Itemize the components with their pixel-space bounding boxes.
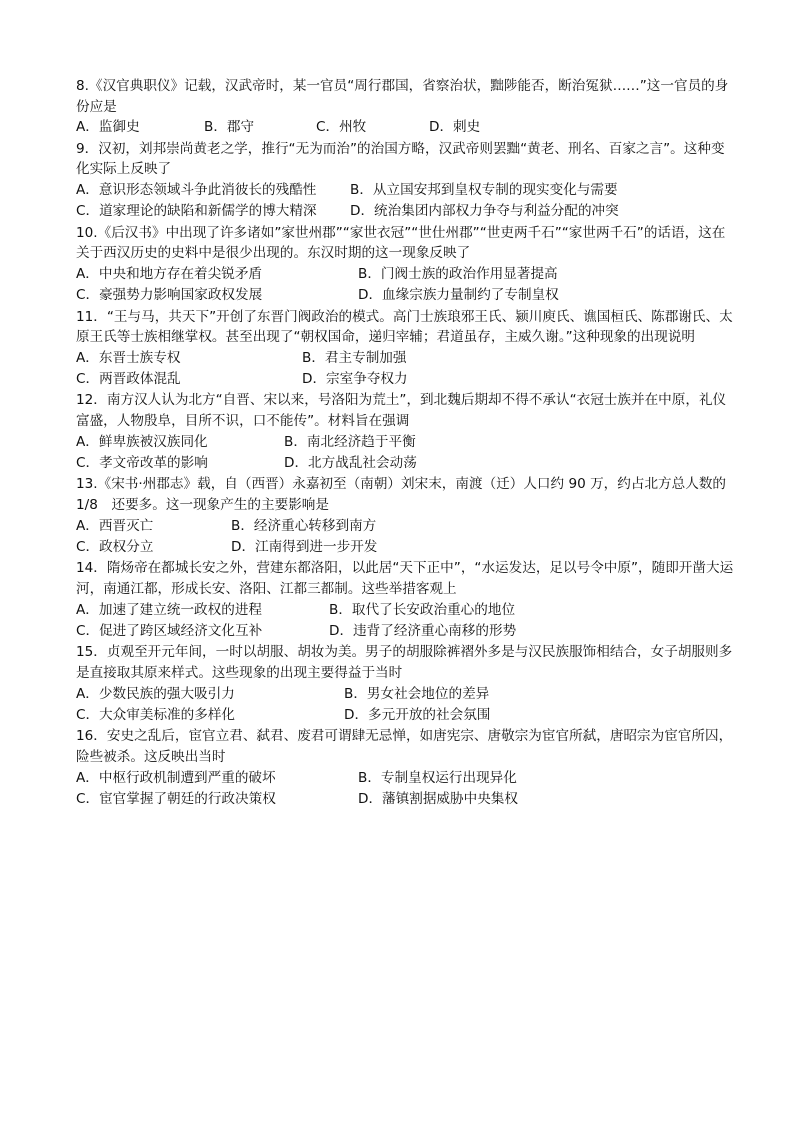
option-b: B．从立国安邦到皇权专制的现实变化与需要 — [350, 181, 618, 198]
options — [76, 180, 734, 223]
question-stem: 9．汉初，刘邦崇尚黄老之学，推行“无为而治”的治国方略，汉武帝则罢黜“黄老、刑名、百家之言”。这种变化实际上反映了 — [76, 140, 725, 178]
option-b: B．门阀士族的政治作用显著提高 — [358, 265, 558, 282]
option-c: C．孝文帝改革的影响 — [76, 455, 208, 472]
option-d: D．刺史 — [429, 119, 481, 136]
option-b: B．男女社会地位的差异 — [344, 685, 490, 702]
question-stem: 11．“王与马，共天下”开创了东晋门阀政治的模式。高门士族琅邪王氏、颍川庾氏、谯国桓氏、陈郡谢氏、太原王氏等士族相继掌权。甚至出现了“朝权国命，递归宰辅；君道虽存，主威久谢。”这种现象的出现说明 — [76, 308, 733, 346]
options — [76, 516, 734, 559]
option-d: D．江南得到进一步开发 — [231, 539, 378, 556]
option-c: C．两晋政体混乱 — [76, 371, 181, 388]
option-a: A．东晋士族专权 — [76, 349, 181, 366]
question-14 — [76, 558, 734, 642]
question-8 — [76, 76, 734, 139]
option-d: D．北方战乱社会动荡 — [284, 455, 417, 472]
option-c: C．州牧 — [316, 119, 367, 136]
option-c: C．豪强势力影响国家政权发展 — [76, 287, 263, 304]
option-a: A．监御史 — [76, 119, 140, 136]
question-9 — [76, 139, 734, 223]
question-stem: 13.《宋书·州郡志》载，自（西晋）永嘉初至（南朝）刘宋末，南渡（迁）人口约 90 万，约占北方总人数的 1/8 还要多。这一现象产生的主要影响是 — [76, 476, 727, 514]
question-15 — [76, 642, 734, 726]
question-16 — [76, 726, 734, 810]
option-b: B．君主专制加强 — [302, 349, 407, 366]
options — [76, 684, 734, 727]
option-c: C．道家理论的缺陷和新儒学的博大精深 — [76, 203, 317, 220]
question-11 — [76, 307, 734, 391]
question-stem: 10.《后汉书》中出现了许多诸如”家世州郡”“家世衣冠”“世仕州郡”“世吏两千石”“家世两千石”的话语，这在关于西汉历史的史料中是很少出现的。东汉时期的这一现象反映了 — [76, 224, 726, 262]
option-c: C．政权分立 — [76, 539, 154, 556]
option-d: D．宗室争夺权力 — [302, 371, 408, 388]
options — [76, 600, 734, 643]
option-d: D．多元开放的社会氛围 — [344, 706, 491, 723]
question-stem: 16．安史之乱后，宦官立君、弑君、废君可谓肆无忌惮，如唐宪宗、唐敬宗为宦官所弑，唐昭宗为宦官所囚，险些被杀。这反映出当时 — [76, 728, 733, 765]
option-d: D．违背了经济重心南移的形势 — [329, 623, 517, 639]
option-a: A．意识形态领域斗争此消彼长的残酷性 — [76, 181, 317, 198]
option-a: A．鲜卑族被汉族同化 — [76, 433, 208, 450]
option-c: C．促进了跨区域经济文化互补 — [76, 623, 263, 639]
question-13 — [76, 474, 734, 558]
option-a: A．少数民族的强大吸引力 — [76, 685, 235, 702]
question-stem: 12．南方汉人认为北方“自晋、宋以来，号洛阳为荒土”，到北魏后期却不得不承认“衣冠士族并在中原，礼仪富盛，人物殷阜，目所不识，口不能传”。材料旨在强调 — [76, 392, 727, 430]
option-b: B．专制皇权运行出现异化 — [358, 769, 517, 786]
option-d: D．血缘宗族力量制约了专制皇权 — [358, 287, 559, 304]
options — [76, 768, 734, 811]
options — [76, 348, 734, 391]
option-b: B．取代了长安政治重心的地位 — [329, 601, 516, 618]
option-a: A．西晋灭亡 — [76, 517, 154, 534]
option-b: B．南北经济趋于平衡 — [284, 433, 416, 450]
option-a: A．中央和地方存在着尖锐矛盾 — [76, 265, 263, 282]
question-stem: 8.《汉官典职仪》记载，汉武帝时，某一官员“周行郡国，省察治状，黜陟能否，断治冤狱……”这一官员的身份应是 — [76, 78, 729, 115]
option-c: C．宦官掌握了朝廷的行政决策权 — [76, 790, 276, 807]
question-stem: 15．贞观至开元年间，一时以胡服、胡妆为美。男子的胡服除裤褶外多是与汉民族服饰相结合，女子胡服则多是直接取其原来样式。这些现象的出现主要得益于当时 — [76, 644, 733, 681]
option-a: A．加速了建立统一政权的进程 — [76, 601, 263, 618]
options — [76, 117, 734, 138]
question-12 — [76, 390, 734, 474]
question-10 — [76, 223, 734, 307]
options — [76, 432, 734, 475]
option-b: B．郡守 — [204, 119, 255, 136]
option-d: D．藩镇割据威胁中央集权 — [358, 790, 518, 807]
option-b: B．经济重心转移到南方 — [231, 517, 377, 534]
options — [76, 264, 734, 307]
question-stem: 14．隋炀帝在都城长安之外，营建东都洛阳，以此居“天下正中”，“水运发达，足以号令中原”，随即开凿大运河，南通江都，形成长安、洛阳、江都三都制。这些举措客观上 — [76, 560, 734, 598]
option-c: C．大众审美标准的多样化 — [76, 706, 236, 723]
option-d: D．统治集团内部权力争夺与利益分配的冲突 — [350, 203, 619, 220]
option-a: A．中枢行政机制遭到严重的破坏 — [76, 769, 276, 786]
